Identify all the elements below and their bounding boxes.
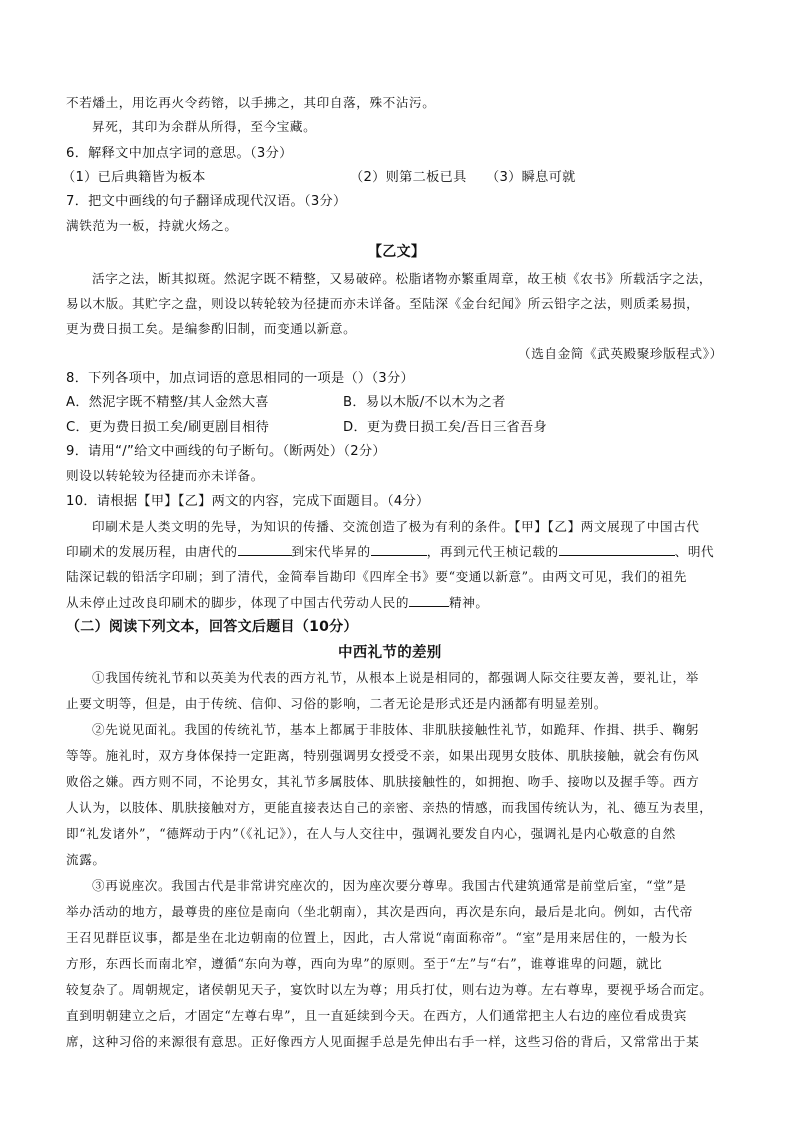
article-title: 中西礼节的差别 (338, 645, 442, 661)
section-2-heading: （二）阅读下列文本，回答文后题目（10分） (66, 619, 358, 635)
question-10-text-f: 精神。 (449, 595, 489, 610)
question-10-line-2 (66, 541, 714, 560)
yi-heading: 【乙文】 (368, 244, 426, 260)
answer-blank-4[interactable] (409, 594, 449, 607)
article-p2-line-5: 即“礼发诸外”，“德辉动于内”（《礼记》），在人与人交往中，强调礼要发自内心，强调礼是内心敬意的自然 (66, 826, 676, 841)
question-10-text-b: 到宋代毕昇的 (291, 544, 371, 559)
question-6-stem: 6．解释文中加点字词的意思。（3分） (66, 146, 293, 161)
question-10-stem: 10．请根据【甲】【乙】两文的内容，完成下面题目。（4分） (66, 494, 430, 509)
article-p3-line-5: 较复杂了。周朝规定，诸侯朝见天子，宴饮时以左为尊；用兵打仗，则右边为尊。左右尊卑，要视乎场合而定。 (66, 982, 713, 997)
jia-text-line-2: 昇死，其印为余群从所得，至今宝藏。 (92, 119, 317, 134)
article-p3-line-4: 方形，东西长而南北窄，遵循“东向为尊，西向为卑”的原则。至于“左”与“右”，谁尊谁卑的问题，就比 (66, 956, 663, 971)
yi-paragraph-line-2: 易以木版。其贮字之盘，则设以转轮较为径捷而亦未详备。至陆深《金台纪闻》所云铅字之法，则质柔易损， (66, 296, 700, 311)
question-9-stem: 9．请用“/”给文中画线的句子断句。（断两处）（2分） (66, 444, 386, 459)
question-8-option-c: C．更为费日损工矣/刷更剧目相待 (66, 420, 270, 435)
question-7-stem: 7．把文中画线的句子翻译成现代汉语。（3分） (66, 194, 347, 209)
question-8-stem: 8．下列各项中，加点词语的意思相同的一项是（）（3分） (66, 371, 414, 386)
jia-text-line-1: 不若燔土，用讫再火令药镕，以手拂之，其印自落，殊不沾污。 (66, 95, 436, 110)
article-p3-line-3: 王召见群臣议事，都是坐在北边朝南的位置上，因此，古人常说“南面称帝”。“室”是用来居住的，一般为长 (66, 930, 688, 945)
answer-blank-2[interactable] (371, 543, 427, 556)
question-10-line-4 (66, 592, 489, 611)
article-p2-line-2: 等等。施礼时，双方身体保持一定距离，特别强调男女授受不亲，如果出现男女肢体、肌肤接触，就会有伤风 (66, 748, 700, 763)
question-10-text-e: 从未停止过改良印刷术的脚步，体现了中国古代劳动人民的 (66, 595, 410, 610)
question-6-item-1: （1）已后典籍皆为板本 (62, 170, 206, 185)
article-p3-line-2: 举办活动的地方，最尊贵的座位是南向（坐北朝南），其次是西向，再次是东向，最后是北向。例如，古代帝 (66, 904, 693, 919)
answer-blank-3[interactable] (559, 543, 675, 556)
article-p2-line-1: ②先说见面礼。我国的传统礼节，基本上都属于非肢体、非肌肤接触性礼节，如跪拜、作揖、拱手、鞠躬 (92, 722, 699, 737)
question-8-option-a: A．然泥字既不精整/其人金然大喜 (66, 395, 269, 410)
question-6-item-3: （3）瞬息可就 (486, 170, 576, 185)
article-p3-line-1: ③再说座次。我国古代是非常讲究座次的，因为座次要分尊卑。我国古代建筑通常是前堂后室，“堂”是 (92, 878, 687, 893)
yi-source: （选自金简《武英殿聚珍版程式》） (518, 346, 723, 361)
question-9-sentence: 则设以转轮较为径捷而亦未详备。 (66, 468, 264, 483)
yi-paragraph-line-3: 更为费日损工矣。是编参酌旧制，而变通以新意。 (66, 321, 357, 336)
question-6-item-2: （2）则第二板已具 (350, 170, 467, 185)
question-7-sentence: 满铁范为一板，持就火炀之。 (66, 218, 238, 233)
article-p1-line-2: 止要文明等，但是，由于传统、信仰、习俗的影响，二者无论是形式还是内涵都有明显差别。 (66, 696, 607, 711)
answer-blank-1[interactable] (238, 543, 292, 556)
article-p1-line-1: ①我国传统礼节和以英美为代表的西方礼节，从根本上说是相同的，都强调人际交往要友善，要礼让，举 (92, 670, 699, 685)
question-8-option-d: D．更为费日损工矣/吾日三省吾身 (343, 420, 548, 435)
question-10-line-1: 印刷术是人类文明的先导，为知识的传播、交流创造了极为有利的条件。【甲】【乙】两文展现了中国古代 (92, 519, 700, 534)
question-10-text-c: ，再到元代王桢记载的 (426, 544, 559, 559)
question-8-option-b: B．易以木版/不以木为之者 (343, 395, 506, 410)
article-p2-line-3: 败俗之嫌。西方则不同，不论男女，其礼节多属肢体、肌肤接触性的，如拥抱、吻手、接吻以及握手等。西方 (66, 774, 700, 789)
article-p2-line-4: 人认为，以肢体、肌肤接触对方，更能直接表达自己的亲密、亲热的情感，而我国传统认为，礼、德互为表里， (66, 800, 713, 815)
question-10-text-a: 印刷术的发展历程，由唐代的 (66, 544, 238, 559)
question-10-line-3: 陆深记载的铅活字印刷；到了清代，金简奉旨勘印《四库全书》要“变通以新意”。由两文可见，我们的祖先 (66, 569, 687, 584)
yi-paragraph-line-1: 活字之法，断其拟斑。然泥字既不精整，又易破碎。松脂诸物亦繁重周章，故王桢《农书》所载活字之法， (92, 271, 713, 286)
article-p3-line-7: 席，这种习俗的来源很有意思。正好像西方人见面握手总是先伸出右手一样，这些习俗的背后，又常常出于某 (66, 1034, 700, 1049)
article-p3-line-6: 直到明朝建立之后，才固定“左尊右卑”，且一直延续到今天。在西方，人们通常把主人右边的座位看成贵宾 (66, 1008, 687, 1023)
question-10-text-d: 、明代 (674, 544, 715, 559)
article-p2-line-6: 流露。 (66, 852, 106, 867)
